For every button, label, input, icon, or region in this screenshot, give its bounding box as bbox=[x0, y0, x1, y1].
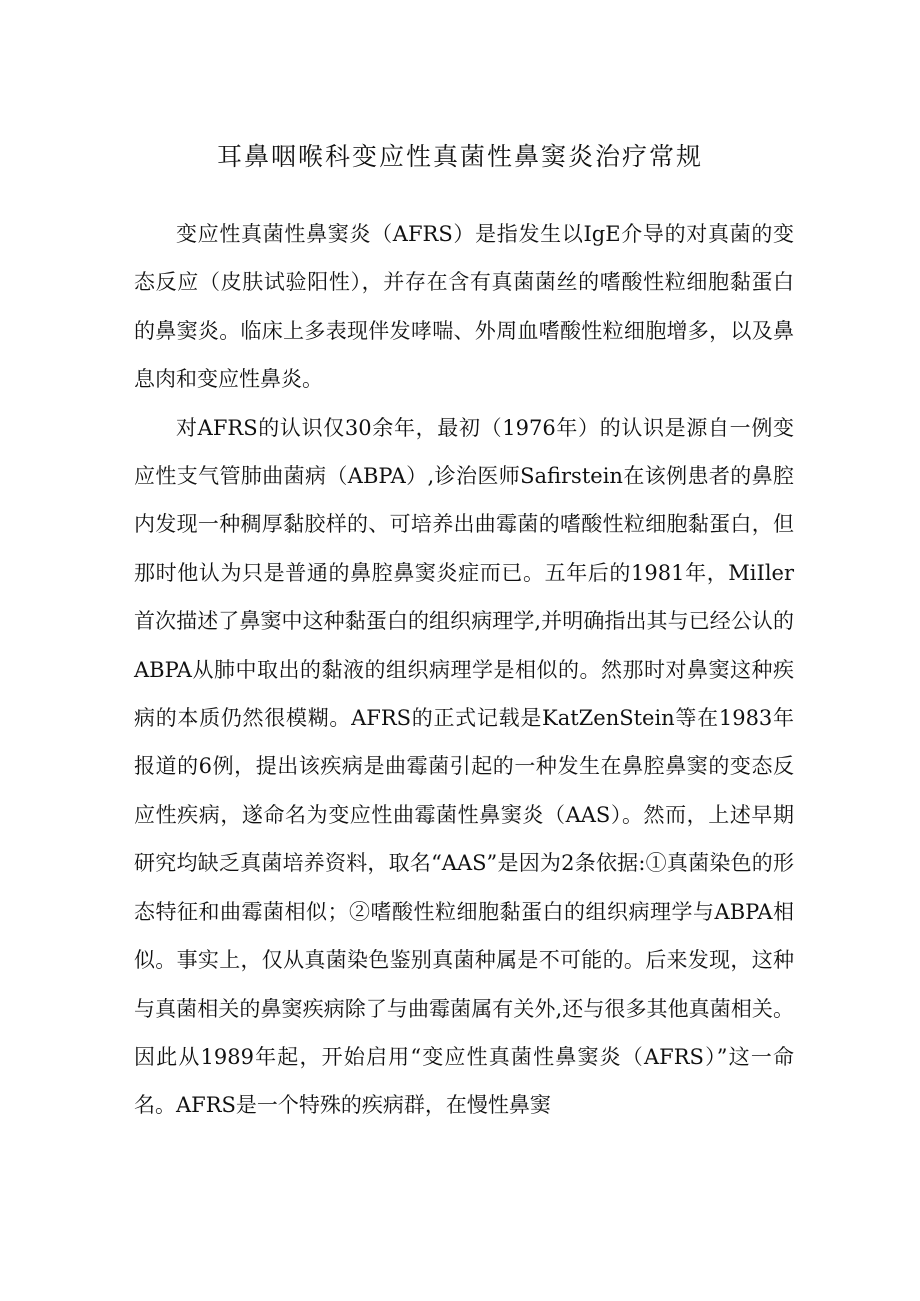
paragraph-definition: 变应性真菌性鼻窦炎（AFRS）是指发生以IgE介导的对真菌的变态反应（皮肤试验阳性），并存在含有真菌菌丝的嗜酸性粒细胞黏蛋白的鼻窦炎。临床上多表现伴发哮喘、外周血嗜酸性粒细胞增多，以及鼻息肉和变应性鼻炎。 bbox=[134, 222, 794, 392]
document-body bbox=[134, 210, 794, 1130]
document-title: 耳鼻咽喉科变应性真菌性鼻窦炎治疗常规 bbox=[216, 141, 703, 171]
paragraph-history: 对AFRS的认识仅30余年，最初（1976年）的认识是源自一例变应性支气管肺曲菌病（ABPA）,诊治医师Safirstein在该例患者的鼻腔内发现一种稠厚黏胶样的、可培养出曲霉菌的嗜酸性粒细胞黏蛋白，但那时他认为只是普通的鼻腔鼻窦炎症而已。五年后的1981年，MiIler首次描述了鼻窦中这种黏蛋白的组织病理学,并明确指出其与已经公认的ABPA从肺中取出的黏液的组织病理学是相似的。然那时对鼻窦这种疾病的本质仍然很模糊。AFRS的正式记载是KatZenStein等在1983年报道的6例，提出该疾病是曲霉菌引起的一种发生在鼻腔鼻窦的变态反应性疾病，遂命名为变应性曲霉菌性鼻窦炎（AAS）。然而，上述早期研究均缺乏真菌培养资料，取名“AAS”是因为2条依据:①真菌染色的形态特征和曲霉菌相似；②嗜酸性粒细胞黏蛋白的组织病理学与ABPA相似。事实上，仅从真菌染色鉴别真菌种属是不可能的。后来发现，这种与真菌相关的鼻窦疾病除了与曲霉菌属有关外,还与很多其他真菌相关。因此从1989年起，开始启用“变应性真菌性鼻窦炎（AFRS）”这一命名。AFRS是一个特殊的疾病群，在慢性鼻窦 bbox=[134, 415, 794, 1118]
